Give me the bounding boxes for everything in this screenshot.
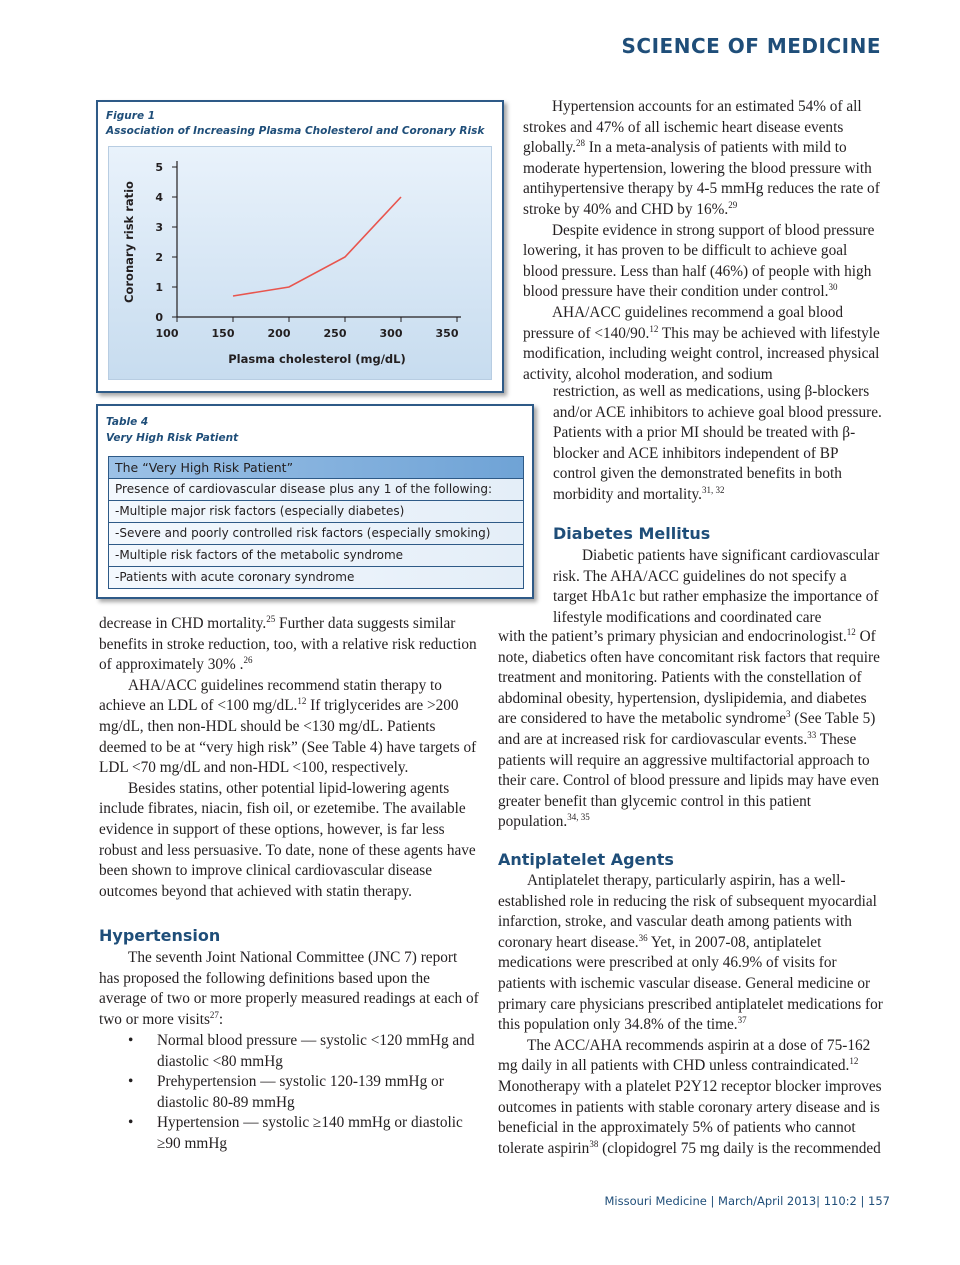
table-row: -Patients with acute coronary syndrome [109, 567, 523, 588]
table-4 [96, 404, 534, 599]
list-item: • Prehypertension — systolic 120-139 mmHg or diastolic 80-89 mmHg [128, 1073, 444, 1111]
series-line [233, 197, 401, 296]
page-footer: Missouri Medicine | March/April 2013| 110:2 | 157 [604, 1194, 890, 1208]
table-caption: Very High Risk Patient [106, 432, 239, 444]
bp-definitions-list [99, 1031, 479, 1155]
x-tick-label: 350 [435, 327, 459, 340]
list-item: • Hypertension — systolic ≥140 mmHg or diastolic ≥90 mmHg [128, 1114, 463, 1152]
x-tick-label: 100 [155, 327, 179, 340]
x-tick-label: 150 [211, 327, 235, 340]
table-row: Presence of cardiovascular disease plus any 1 of the following: [109, 479, 523, 501]
list-item: • Normal blood pressure — systolic <120 mmHg and diastolic <80 mmHg [128, 1032, 475, 1070]
x-tick-label: 300 [379, 327, 403, 340]
line-chart [109, 147, 491, 379]
y-tick-label: 2 [155, 251, 163, 264]
diabetes-paragraph-narrow: Diabetic patients have significant cardiovascular risk. The AHA/ACC guidelines do not specify a target HbA1c but rather emphasize the importance of lifestyle modifications and coordinated care [553, 547, 880, 626]
table-row: -Severe and poorly controlled risk factors (especially smoking) [109, 523, 523, 545]
x-tick-label: 250 [323, 327, 347, 340]
heading-antiplatelet: Antiplatelet Agents [498, 850, 674, 869]
right-narrow-paragraph: restriction, as well as medications, using β-blockers and/or ACE inhibitors to achieve goal blood pressure. Patients with a prior MI should be treated with β-blocker and ACE inhibitors independent of BP control given the demonstrated benefits in both morbidity and mortality.$^{31, 32}$ [553, 383, 882, 503]
y-tick-label: 4 [155, 191, 163, 204]
chart-area [108, 146, 492, 380]
table-label: Table 4 [106, 416, 149, 428]
left-paragraphs [99, 614, 479, 902]
diabetes-paragraph-wide: with the patient’s primary physician and endocrinologist.$^{12}$ Of note, diabetics often have concomitant risk factors that require treatment and monitoring. Patients with the constellation of abdominal obesity, hypertension, dyslipidemia, and diabetes are considered to have the metabolic syndrome$^3$ (See Table 5) and are at increased risk for cardiovascular events.$^{33}$ These patients will require an aggressive multifactorial approach to their care. Control of blood pressure and lipids may have even greater benefit than glycemic control in this patient population.$^{34, 35}$ [498, 626, 880, 831]
risk-table [108, 456, 524, 589]
y-tick-label: 1 [155, 281, 163, 294]
heading-hypertension: Hypertension [99, 926, 221, 945]
figure-1 [96, 100, 504, 393]
x-tick-label: 200 [267, 327, 291, 340]
figure-caption: Association of Increasing Plasma Cholesterol and Coronary Risk [106, 125, 485, 137]
y-tick-label: 3 [155, 221, 163, 234]
paragraph: AHA/ACC guidelines recommend statin therapy to achieve an LDL of <100 mg/dL.$^{12}$ If triglycerides are >200 mg/dL, then non-HDL should be <130 mg/dL. Patients deemed to be at “very high risk” (See Table 4) have targets of LDL <70 mg/dL and non-HDL <100, respectively. [99, 676, 477, 777]
right-top-paragraphs: Hypertension accounts for an estimated 54% of all strokes and 47% of all ischemic heart disease events globally.$^{28}$ In a meta-analysis of patients with mild to moderate hypertension, lowering the blood pressure with antihypertensive therapy by 4-5 mmHg reduces the rate of stroke by 40% and CHD by 16%.$^{29}$ Despite evidence in strong support of blood pressure lowering, it has proven to be difficult to achieve goal blood pressure. Less than half (46%) of people with high blood pressure have their condition under control.$^{30}$ AHA/ACC guidelines recommend a goal blood pressure of <140/90.12 This may be achieved with lifestyle modification, including weight control, increased physical activity, alcohol moderation, and sodium [523, 98, 880, 383]
table-row: -Multiple major risk factors (especially diabetes) [109, 501, 523, 523]
antiplatelet-paragraphs: Antiplatelet therapy, particularly aspirin, has a well-established role in reducing the risk of subsequent myocardial infarction, stroke, and vascular death among patients with coronary heart disease.$^{36}$ Yet, in 2007-08, antiplatelet medications were prescribed at only 46.9% of visits for patients with ischemic vascular disease. General medicine or primary care physicians prescribed antiplatelet medications for this population only 34.8% of the time.$^{37}$ The ACC/AHA recommends aspirin at a dose of 75-162 mg daily in all patients with CHD unless contraindicated.$^{12}$ Monotherapy with a platelet P2Y12 receptor blocker improves outcomes in patients with stable coronary artery disease and is beneficial in the approximately 5% of patients who cannot tolerate aspirin$^{38}$ (clopidogrel 75 mg daily is the recommended [498, 872, 883, 1157]
x-axis-label: Plasma cholesterol (mg/dL) [228, 352, 406, 366]
table-row: -Multiple risk factors of the metabolic syndrome [109, 545, 523, 567]
y-tick-label: 5 [155, 161, 163, 174]
heading-diabetes: Diabetes Mellitus [553, 524, 711, 543]
figure-label: Figure 1 [106, 110, 156, 122]
y-axis-label: Coronary risk ratio [122, 181, 136, 303]
hypertension-paragraph: The seventh Joint National Committee (JNC 7) report has proposed the following definitions based upon the average of two or more properly measured readings at each of two or more visits$^{27}$: [99, 949, 479, 1028]
y-tick-label: 0 [155, 311, 163, 324]
paragraph: decrease in CHD mortality.$^{25}$ Further data suggests similar benefits in stroke reduction, too, with a relative risk reduction of approximately 30% .$^{26}$ [99, 613, 477, 674]
section-title: SCIENCE OF MEDICINE [621, 34, 881, 58]
paragraph: Besides statins, other potential lipid-lowering agents include fibrates, niacin, fish oil, or ezetemibe. The available evidence in support of these options, however, is far less robust and less persuasive. To date, none of these agents have been shown to improve clinical cardiovascular disease outcomes beyond that achieved with statin therapy. [99, 779, 476, 900]
table-header-row: The “Very High Risk Patient” [109, 457, 523, 479]
